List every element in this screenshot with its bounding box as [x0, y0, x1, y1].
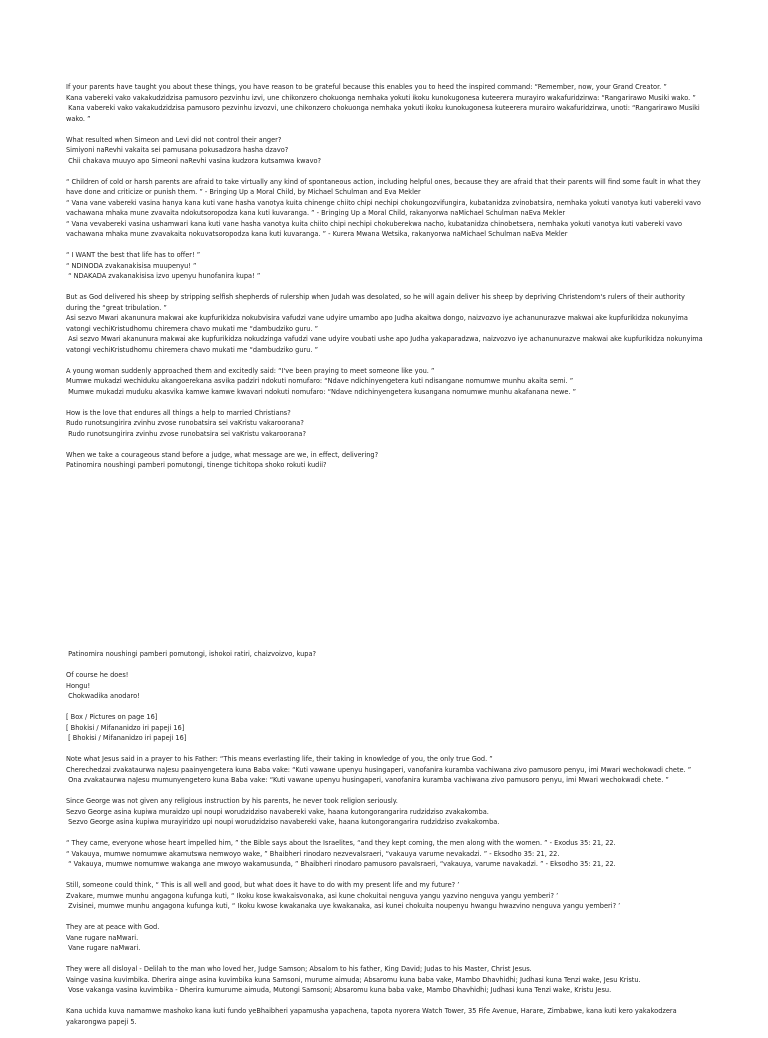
text-line: “ Vakauya, mumwe nomumwe akamutswa nemwoyo wake, ” Bhaibheri rinodaro nezvevaIsraeri, “vakauya varume nevakadzi. ” - Eksodho 35: 21, 22. [66, 849, 560, 858]
text-line: “ Vakauya, mumwe nomumwe wakanga ane mwoyo wakamusunda, ” Bhaibheri rinodaro pamusoro pavaIsraeri, “vakauya, varume navakadzi. ” - Eksodho 35: 21, 22. [66, 860, 616, 868]
text-line: Zvisinei, mumwe munhu angagona kufunga kuti, “ Ikoku kwose kwakanaka uye kwakanaka, asi kunei chokuita noupenyu hwangu hwazvino nenguva yangu yemberi? ’ [66, 902, 621, 910]
text-line: “ Vana vevabereki vasina ushamwari kana kuti vane hasha vanotya kuita chiito chipi nechipi chokuberekwa nacho, kubatanidza chinobetsera, nemhaka yokuti vanotya kuti vabereki vavo vachawana mhaka mune zvavakaita nokuvatsoropodza kana kuti kuvaranga. ” - Kurera Mwana Wetsika, rakanyorwa naMichael Schulman naEva Mekler [66, 219, 685, 238]
paragraph-block [66, 450, 706, 471]
paragraph-block [66, 82, 706, 124]
paragraph-block [66, 796, 706, 828]
text-line: Sezvo George asina kupiwa murayiridzo upi noupi worudzidziso navabereki vake, haana kutongorangarira rudzidziso zvakakomba. [66, 818, 500, 826]
paragraph-block [66, 754, 706, 786]
text-line: Patinomira noushingi pamberi pomutongi, ishokoi ratiri, chaizvoizvo, kupa? [66, 650, 316, 658]
text-line: Cherechedzai zvakataurwa naJesu paainyengetera kuna Baba vake: “Kuti vawane upenyu husingaperi, vanofanira kuramba vachiwana zivo pamusoro penyu, imi Mwari wechokwadi chete. ” [66, 765, 692, 774]
paragraph-block [66, 177, 706, 240]
text-line: Sezvo George asina kupiwa muraidzo upi noupi worudzidziso navabereki vake, haana kutongorangarira rudzidziso zvakakomba. [66, 807, 489, 816]
text-line: [ Bhokisi / Mifananidzo iri papeji 16] [66, 734, 187, 742]
text-line: Vane rugare naMwari. [66, 933, 139, 942]
document-bottom-section [66, 649, 706, 1027]
paragraph-block [66, 366, 706, 398]
text-line: “ Vana vane vabereki vasina hanya kana kuti vane hasha vanotya kuita chinenge chiito chipi nechipi chokungozvifungira, kubatanidza zvinobatsira, nemhaka yokuti vanotya kuti vabereki vavo vachawana mhaka mune zvavaita ndokutsoropodza kana kuti kuvaranga. ” - Bringing Up a Moral Child, rakanyorwa naMichael Schulman naEva Mekler [66, 198, 704, 217]
paragraph-block [66, 649, 706, 660]
text-line: [ Bhokisi / Mifananidzo iri papeji 16] [66, 723, 185, 732]
text-line: Kana uchida kuva namamwe mashoko kana kuti fundo yeBhaibheri yapamusha yapachena, tapota nyorera Watch Tower, 35 Fife Avenue, Harare, Zimbabwe, kana kuti kero yakakodzera yakarongwa papeji 5. [66, 1007, 679, 1026]
text-line: When we take a courageous stand before a judge, what message are we, in effect, delivering? [66, 450, 379, 459]
paragraph-block [66, 670, 706, 702]
text-line: How is the love that endures all things a help to married Christians? [66, 408, 291, 417]
paragraph-block [66, 712, 706, 744]
text-line: Of course he does! [66, 671, 129, 679]
text-line: Vane rugare naMwari. [66, 944, 141, 952]
text-line: Asi sezvo Mwari akanunura makwai ake kupfurikidza nokubvisira vafudzi vane udyire umambo apo Judha akaitwa dongo, naizvozvo iye achanunurazve makwai ake kupfurikidza nokunyima vatongi vechiKristudhomu chiremera chavo mukati me “dambudziko guru. ” [66, 314, 690, 333]
text-line: “ Children of cold or harsh parents are afraid to take virtually any kind of spontaneous action, including helpful ones, because they are afraid that their parents will find some fault in what they have done and criticize or punish them. ” - Bringing Up a Moral Child, by Michael Schulman and Eva Mekler [66, 177, 703, 196]
text-line: Mumwe mukadzi wechiduku akangoerekana asvika padziri ndokuti nomufaro: “Ndave ndichinyengetera kuti ndisangane nomumwe munhu akaita semi. ” [66, 377, 574, 385]
text-line: They are at peace with God. [66, 923, 160, 931]
text-line: “ They came, everyone whose heart impelled him, ” the Bible says about the Israelites, “and they kept coming, the men along with the women. ” - Exodus 35: 21, 22. [66, 839, 616, 847]
paragraph-block [66, 135, 706, 167]
paragraph-block [66, 292, 706, 355]
text-line: What resulted when Simeon and Levi did not control their anger? [66, 135, 282, 144]
text-line: But as God delivered his sheep by stripping selfish shepherds of rulership when Judah was desolated, so he will again deliver his sheep by depriving Christendom's rulers of their authority during the “great tribulation. ” [66, 293, 687, 312]
paragraph-block [66, 408, 706, 440]
text-line: “ I WANT the best that life has to offer! ” [66, 251, 201, 259]
document-top-section [66, 82, 706, 471]
text-line: Zvakare, mumwe munhu angagona kufunga kuti, “ Ikoku kose kwakaisvonaka, asi kune chokuitai nenguva yangu yazvino nenguva yangu yemberi? ’ [66, 891, 559, 900]
text-line: Ona zvakataurwa naJesu mumunyengetero kuna Baba vake: “Kuti vawane upenyu husingaperi, vanofanira kuramba vachiwana zivo pamusoro penyu, imi Mwari wechokwadi chete. ” [66, 776, 669, 784]
blank-gap [66, 481, 706, 649]
text-line: A young woman suddenly approached them and excitedly said: “I've been praying to meet someone like you. ” [66, 366, 435, 375]
document-page [66, 82, 706, 1038]
text-line: Mumwe mukadzi muduku akasvika kamwe kamwe kwavari ndokuti nomufaro: “Ndave ndichinyengetera kusangana nomumwe munhu akafanana newe. ” [66, 387, 577, 396]
text-line: Vose vakanga vasina kuvimbika - Dherira kumurume aimuda, Mutongi Samsoni; Absaromu kuna baba vake, Mambo Dhavhidhi; Judhasi kuna Tenzi wake, Kristu Jesu. [66, 986, 612, 994]
paragraph-block [66, 838, 706, 870]
paragraph-block [66, 922, 706, 954]
text-line: Asi sezvo Mwari akanunura makwai ake kupfurikidza nokudzinga vafudzi vane udyire voubati ushe apo Judha yakaparadzwa, naizvozvo iye achanunurazve makwai ake kupfurikidza nokunyima vatongi vechiKristudhomu chiremera chavo mukati me “dambudziko guru. ” [66, 335, 705, 354]
text-line: Hongu! [66, 681, 91, 690]
text-line: “ NDAKADA zvakanakisisa izvo upenyu hunofanira kupa! ” [66, 272, 261, 280]
text-line: Kana vabereki vako vakakudzidzisa pamusoro pezvinhu izvozvi, une chikonzero chokuonga nemhaka yokuti ikoku kunokugonesa kuteerera murairo wakafuridzirwa, unoti: “Rangarirawo Musiki wako. ” [66, 104, 702, 123]
paragraph-block [66, 880, 706, 912]
text-line: Kana vabereki vako vakakudzidzisa pamusoro pezvinhu izvi, une chikonzero chokuonga nemhaka yokuti ikoku kunokugonesa kuteerera murayiro wakafuridzirwa: “Rangarirawo Musiki wako. ” [66, 93, 696, 102]
text-line: Since George was not given any religious instruction by his parents, he never took religion seriously. [66, 797, 398, 805]
paragraph-block [66, 250, 706, 282]
text-line: If your parents have taught you about these things, you have reason to be grateful because this enables you to heed the inspired command: “Remember, now, your Grand Creator. ” [66, 83, 667, 91]
paragraph-block [66, 964, 706, 996]
text-line: [ Box / Pictures on page 16] [66, 713, 158, 721]
text-line: Note what Jesus said in a prayer to his Father: “This means everlasting life, their taking in knowledge of you, the only true God. ” [66, 755, 493, 763]
text-line: Rudo runotsungirira zvinhu zvose runobatsira sei vaKristu vakaroorana? [66, 419, 304, 427]
text-line: Vainge vasina kuvimbika. Dherira ainge asina kuvimbika kuna Samsoni, murume aimuda; Absaromu kuna baba vake, Mambo Dhavhidhi; Judhasi kuna Tenzi wake, Jesu Kristu. [66, 975, 641, 984]
text-line: Chokwadika anodaro! [66, 692, 140, 700]
text-line: They were all disloyal - Delilah to the man who loved her, Judge Samson; Absalom to his father, King David; Judas to his Master, Christ Jesus. [66, 965, 532, 973]
text-line: Chii chakava muuyo apo Simeoni naRevhi vasina kudzora kutsamwa kwavo? [66, 156, 322, 165]
text-line: “ NDINODA zvakanakisisa muupenyu! ” [66, 261, 197, 270]
text-line: Simiyoni naRevhi vakaita sei pamusana pokusadzora hasha dzavo? [66, 146, 289, 154]
text-line: Still, someone could think, “ This is all well and good, but what does it have to do with my present life and my future? ’ [66, 881, 460, 889]
text-line: Patinomira noushingi pamberi pomutongi, tinenge tichitopa shoko rokuti kudii? [66, 461, 327, 469]
text-line: Rudo runotsungirira zvinhu zvose runobatsira sei vaKristu vakaroorana? [66, 429, 306, 438]
